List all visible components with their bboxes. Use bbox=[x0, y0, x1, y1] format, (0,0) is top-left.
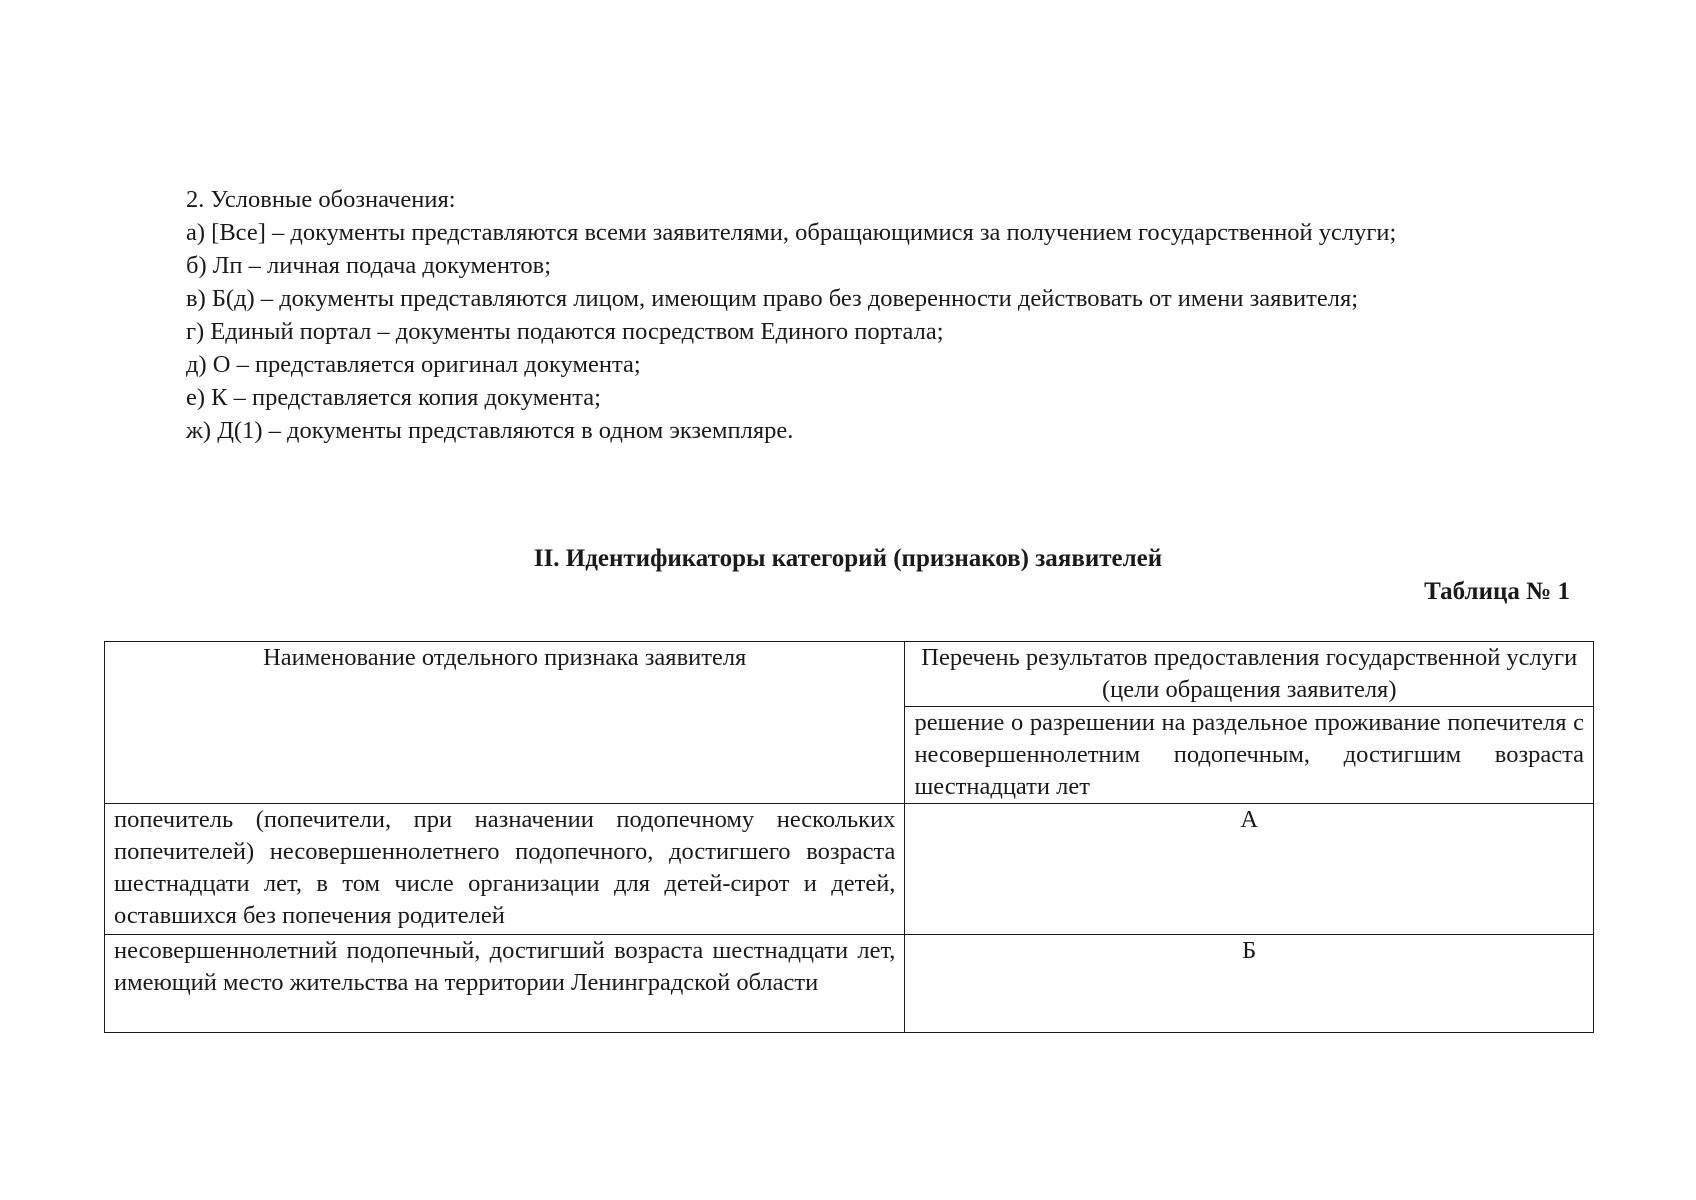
header-cell-results: Перечень результатов предоставления государственной услуги (цели обращения заявителя) bbox=[905, 642, 1594, 707]
table-header-row bbox=[105, 642, 1594, 707]
legend-item: а) [Все] – документы представляются всеми заявителями, обращающимися за получением государственной услуги; bbox=[186, 219, 1397, 246]
legend-item: б) Лп – личная подача документов; bbox=[186, 252, 552, 279]
legend-item: г) Единый портал – документы подаются посредством Единого портала; bbox=[186, 318, 944, 345]
subheader-cell-result: решение о разрешении на раздельное проживание попечителя с несовершеннолетним подопечным, достигшим возраста шестнадцати лет bbox=[905, 707, 1594, 804]
table-row bbox=[105, 804, 1594, 935]
row-feature-cell: попечитель (попечители, при назначении подопечному нескольких попечителей) несовершеннолетнего подопечного, достигшего возраста шестнадцати лет, в том числе организации для детей-сирот и детей, оставшихся без попечения родителей bbox=[105, 804, 905, 935]
row-code-cell: А bbox=[905, 804, 1594, 935]
legend-heading: 2. Условные обозначения: bbox=[186, 186, 456, 213]
legend-item: ж) Д(1) – документы представляются в одном экземпляре. bbox=[186, 417, 794, 444]
legend-item: е) К – представляется копия документа; bbox=[186, 384, 601, 411]
table-row bbox=[105, 935, 1594, 1033]
legend-item: д) О – представляется оригинал документа; bbox=[186, 351, 641, 378]
applicant-categories-table bbox=[104, 641, 1594, 1033]
section-title: II. Идентификаторы категорий (признаков) заявителей bbox=[533, 545, 1163, 572]
row-code-cell: Б bbox=[905, 935, 1594, 1033]
table-label: Таблица № 1 bbox=[1424, 578, 1570, 605]
header-cell-feature: Наименование отдельного признака заявителя bbox=[105, 642, 905, 804]
row-feature-cell: несовершеннолетний подопечный, достигший возраста шестнадцати лет, имеющий место жительства на территории Ленинградской области bbox=[105, 935, 905, 1033]
legend-item: в) Б(д) – документы представляются лицом, имеющим право без доверенности действовать от имени заявителя; bbox=[186, 285, 1359, 312]
legend-notes bbox=[114, 183, 1588, 447]
